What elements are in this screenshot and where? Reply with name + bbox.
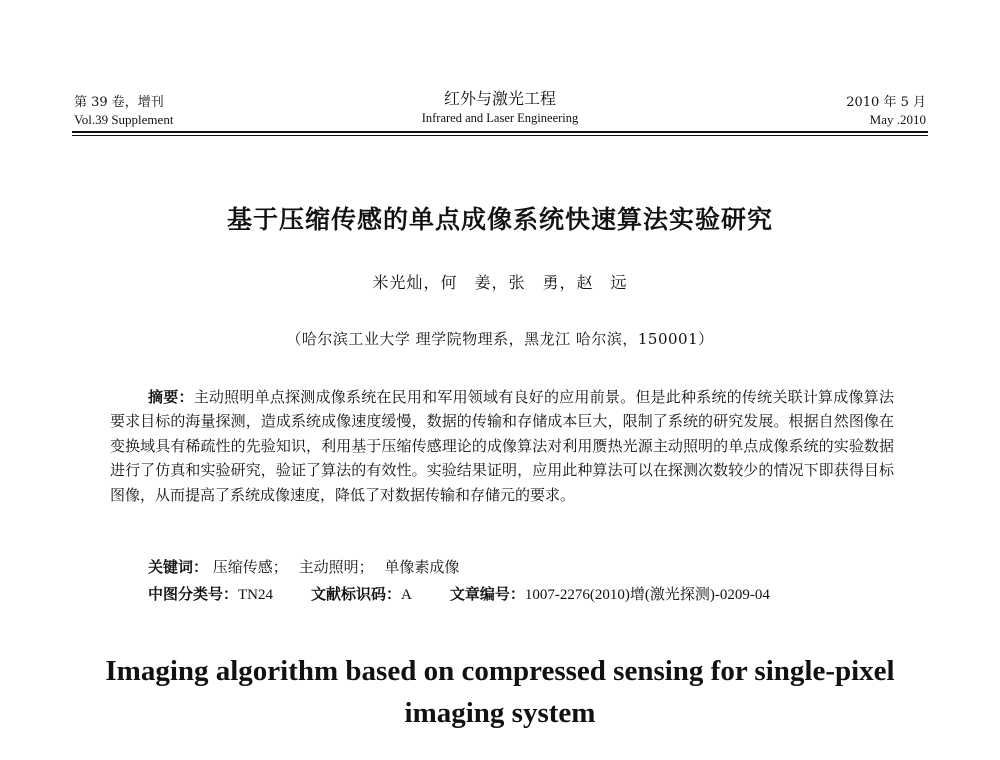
header-date-cn: 2010 年 5 月 — [846, 95, 926, 110]
abstract — [110, 385, 894, 507]
english-title-line1: Imaging algorithm based on compressed sensing for single-pixel — [105, 655, 895, 687]
keyword-item: 压缩传感； — [212, 558, 288, 576]
doc-code-value: A — [401, 587, 412, 603]
keyword-item: 主动照明； — [298, 558, 374, 576]
article-no-value: 1007-2276(2010)增(激光探测)-0209-04 — [524, 587, 770, 603]
article-no-label: 文章编号： — [449, 585, 525, 603]
header-date-en: May .2010 — [869, 112, 926, 127]
paper-authors: 米光灿，何 姜，张 勇，赵 远 — [372, 273, 628, 292]
header-volume-en: Vol.39 Supplement — [74, 112, 174, 127]
doc-code-label: 文献标识码： — [311, 585, 402, 603]
abstract-label: 摘要： — [148, 388, 194, 406]
english-title — [0, 650, 1000, 734]
keywords-label: 关键词： — [148, 558, 209, 576]
header-rule-thin — [72, 135, 928, 136]
paper-affiliation: （哈尔滨工业大学 理学院物理系，黑龙江 哈尔滨，150001） — [286, 330, 714, 348]
header-rule-thick — [72, 131, 928, 133]
clc-label: 中图分类号： — [148, 585, 239, 603]
journal-name-cn: 红外与激光工程 — [443, 89, 556, 108]
english-title-line2: imaging system — [404, 697, 596, 729]
abstract-text: 主动照明单点探测成像系统在民用和军用领域有良好的应用前景。但是此种系统的传统关联计算成像算法要求目标的海量探测，造成系统成像速度缓慢，数据的传输和存储成本巨大，限制了系统的研究发展。根据自然图像在变换域具有稀疏性的先验知识，利用基于压缩传感理论的成像算法对利用赝热光源主动照明的单点成像系统的实验数据进行了仿真和实验研究，验证了算法的有效性。实验结果证明，应用此种算法可以在探测次数较少的情况下即获得目标图像，从而提高了系统成像速度，降低了对数据传输和存储元的要求。 — [110, 388, 894, 504]
header-date — [846, 94, 926, 128]
paper-title: 基于压缩传感的单点成像系统快速算法实验研究 — [226, 205, 773, 234]
journal-name-en: Infrared and Laser Engineering — [421, 111, 579, 125]
keyword-item: 单像素成像 — [384, 558, 460, 576]
keywords — [148, 556, 459, 578]
header-volume-cn: 第 39 卷，增刊 — [74, 95, 164, 110]
classification-line — [148, 583, 770, 606]
clc-value: TN24 — [238, 587, 274, 603]
